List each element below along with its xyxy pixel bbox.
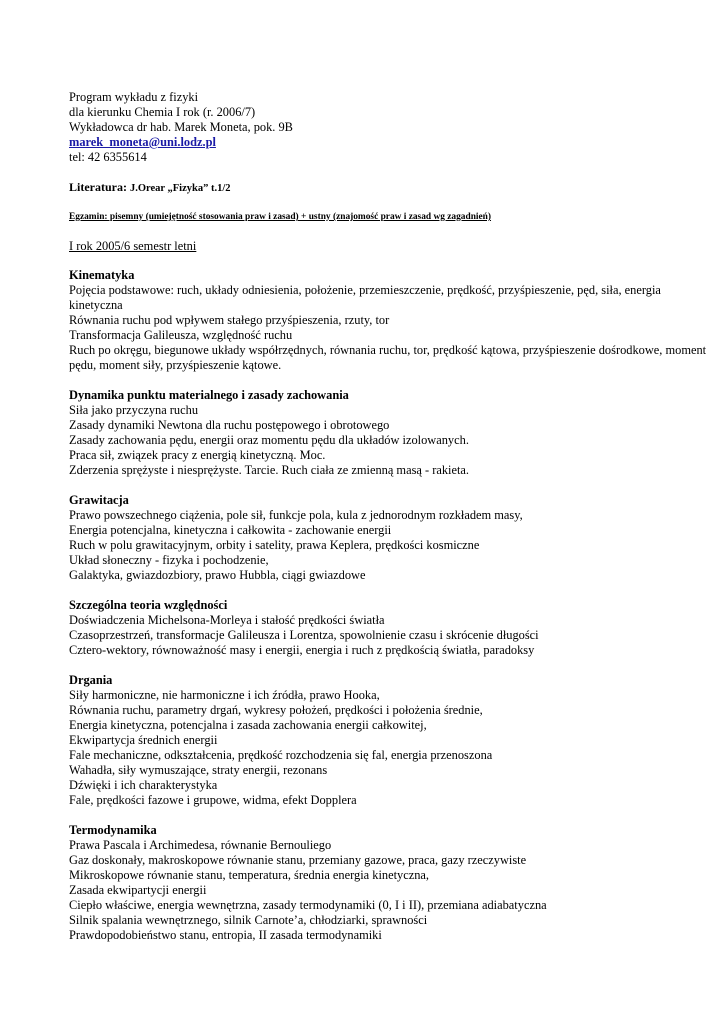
section-line: Galaktyka, gwiazdozbiory, prawo Hubbla, ciągi gwiazdowe (69, 568, 366, 582)
header-program: dla kierunku Chemia I rok (r. 2006/7) (69, 105, 256, 119)
section-line: Ekwipartycja średnich energii (69, 733, 218, 747)
section-title: Dynamika punktu materialnego i zasady zachowania (69, 388, 349, 402)
section-line: Pojęcia podstawowe: ruch, układy odniesienia, położenie, przemieszczenie, prędkość, przyśpieszenie, pęd, siła, energia kinetyczna (69, 283, 661, 312)
section-line: Czasoprzestrzeń, transformacje Galileusza i Lorentza, spowolnienie czasu i skrócenie długości (69, 628, 539, 642)
semester-heading: I rok 2005/6 semestr letni (69, 239, 197, 253)
section-line: Mikroskopowe równanie stanu, temperatura, średnia energia kinetyczna, (69, 868, 430, 882)
section-line: Zasady zachowania pędu, energii oraz momentu pędu dla układów izolowanych. (69, 433, 469, 447)
section-line: Energia kinetyczna, potencjalna i zasada zachowania energii całkowitej, (69, 718, 427, 732)
literature-label: Literatura: (69, 180, 130, 194)
literature-line (69, 180, 709, 196)
section-line: Zasady dynamiki Newtona dla ruchu postępowego i obrotowego (69, 418, 390, 432)
section-line: Zderzenia sprężyste i niesprężyste. Tarcie. Ruch ciała ze zmienną masą - rakieta. (69, 463, 470, 477)
section-line: Cztero-wektory, równoważność masy i energii, energia i ruch z prędkością światła, paradoksy (69, 643, 535, 657)
exam-info: Egzamin: pisemny (umiejętność stosowania praw i zasad) + ustny (znajomość praw i zasad wg zagadnień) (69, 212, 492, 222)
section-title: Grawitacja (69, 493, 129, 507)
section-line: Prawdopodobieństwo stanu, entropia, II zasada termodynamiki (69, 928, 382, 942)
section-line: Ruch po okręgu, biegunowe układy współrzędnych, równania ruchu, tor, prędkość kątowa, przyśpieszenie dośrodkowe, moment pędu, moment siły, przyśpieszenie kątowe. (69, 343, 707, 372)
section-kinematyka (69, 268, 709, 373)
header-course-title: Program wykładu z fizyki (69, 90, 199, 104)
section-line: Ciepło właściwe, energia wewnętrzna, zasady termodynamiki (0, I i II), przemiana adiabatyczna (69, 898, 547, 912)
section-line: Gaz doskonały, makroskopowe równanie stanu, przemiany gazowe, praca, gazy rzeczywiste (69, 853, 527, 867)
section-line: Silnik spalania wewnętrznego, silnik Carnote’a, chłodziarki, sprawności (69, 913, 428, 927)
section-title: Termodynamika (69, 823, 157, 837)
section-line: Równania ruchu, parametry drgań, wykresy położeń, prędkości i położenia średnie, (69, 703, 483, 717)
section-drgania (69, 673, 709, 808)
section-line: Ruch w polu grawitacyjnym, orbity i satelity, prawa Keplera, prędkości kosmiczne (69, 538, 480, 552)
section-grawitacja (69, 493, 709, 583)
section-teoria-wzglednosci (69, 598, 709, 658)
syllabus-sections (69, 268, 709, 943)
section-line: Fale, prędkości fazowe i grupowe, widma, efekt Dopplera (69, 793, 357, 807)
literature-book: J.Orear „Fizyka” t.1/2 (129, 183, 231, 194)
section-line: Doświadczenia Michelsona-Morleya i stałość prędkości światła (69, 613, 385, 627)
section-title: Kinematyka (69, 268, 135, 282)
document-page (69, 90, 709, 943)
section-dynamika (69, 388, 709, 478)
section-line: Prawo powszechnego ciążenia, pole sił, funkcje pola, kula z jednorodnym rozkładem masy, (69, 508, 523, 522)
section-line: Dźwięki i ich charakterystyka (69, 778, 218, 792)
section-termodynamika (69, 823, 709, 943)
section-line: Fale mechaniczne, odkształcenia, prędkość rozchodzenia się fal, energia przenoszona (69, 748, 493, 762)
section-title: Drgania (69, 673, 113, 687)
header-phone: tel: 42 6355614 (69, 150, 147, 164)
section-line: Transformacja Galileusza, względność ruchu (69, 328, 293, 342)
section-line: Siły harmoniczne, nie harmoniczne i ich źródła, prawo Hooka, (69, 688, 380, 702)
section-line: Energia potencjalna, kinetyczna i całkowita - zachowanie energii (69, 523, 392, 537)
header-lecturer: Wykładowca dr hab. Marek Moneta, pok. 9B (69, 120, 293, 134)
section-line: Prawa Pascala i Archimedesa, równanie Bernouliego (69, 838, 332, 852)
section-line: Praca sił, związek pracy z energią kinetyczną. Moc. (69, 448, 326, 462)
section-line: Układ słoneczny - fizyka i pochodzenie, (69, 553, 269, 567)
section-line: Siła jako przyczyna ruchu (69, 403, 199, 417)
section-title: Szczególna teoria względności (69, 598, 228, 612)
section-line: Równania ruchu pod wpływem stałego przyśpieszenia, rzuty, tor (69, 313, 390, 327)
email-link[interactable]: marek_moneta@uni.lodz.pl (69, 135, 216, 149)
section-line: Wahadła, siły wymuszające, straty energii, rezonans (69, 763, 328, 777)
section-line: Zasada ekwipartycji energii (69, 883, 207, 897)
